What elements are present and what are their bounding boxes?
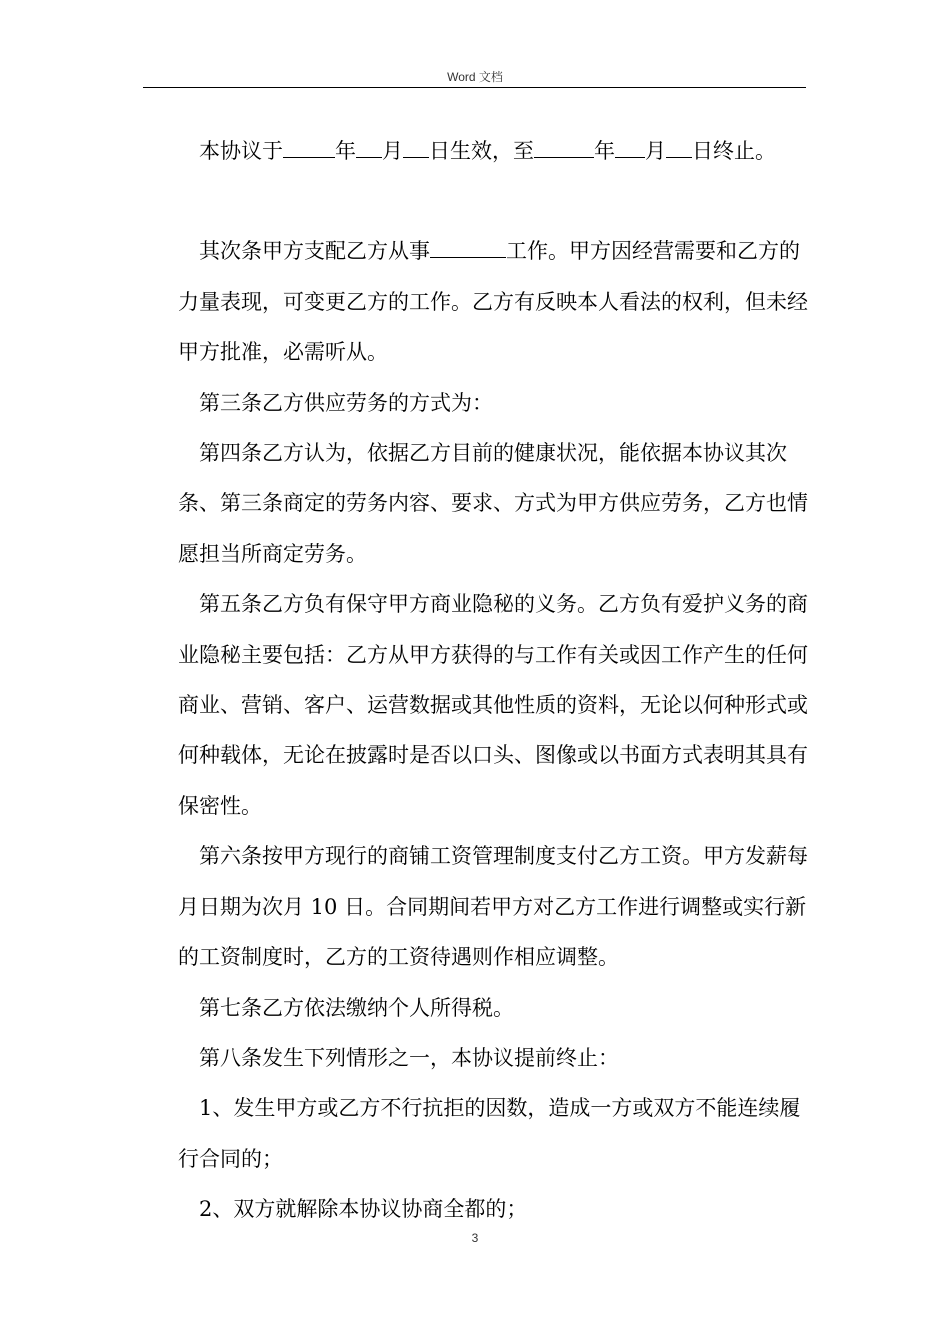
blank-line [666, 139, 692, 158]
paragraph-text: 日终止。 [692, 139, 776, 163]
blank-line [403, 139, 429, 158]
paragraph-text: 日生效，至 [429, 139, 534, 163]
paragraph-article-5: 第五条乙方负有保守甲方商业隐秘的义务。乙方负有爱护义务的商业隐秘主要包括：乙方从甲方获得的与工作有关或因工作产生的任何商业、营销、客户、运营数据或其他性质的资料，无论以何种形式或何种载体，无论在披露时是否以口头、图像或以书面方式表明其具有保密性。 [178, 592, 808, 818]
blank-line [356, 139, 382, 158]
paragraph-item-2: 2、双方就解除本协议协商全都的； [199, 1197, 528, 1222]
page-number: 3 [471, 1231, 479, 1245]
paragraph-text: 月 [382, 139, 403, 163]
paragraph-item-1: 1、发生甲方或乙方不行抗拒的因数，造成一方或双方不能连续履行合同的； [178, 1096, 801, 1171]
blank-line [534, 139, 594, 158]
paragraph-gap [178, 176, 818, 226]
paragraph-article-8: 第八条发生下列情形之一，本协议提前终止： [199, 1045, 619, 1070]
document-body [178, 126, 818, 1235]
header-divider [143, 87, 806, 88]
blank-line [615, 139, 645, 158]
paragraph-article-4: 第四条乙方认为，依据乙方目前的健康状况，能依据本协议其次条、第三条商定的劳务内容、要求、方式为甲方供应劳务，乙方也情愿担当所商定劳务。 [178, 441, 808, 566]
paragraph-text: 本协议于 [199, 139, 283, 163]
paragraph-text: 年 [335, 139, 356, 163]
paragraph-effective-dates [178, 126, 818, 176]
blank-line [430, 239, 506, 258]
paragraph-article-6: 第六条按甲方现行的商铺工资管理制度支付乙方工资。甲方发薪每月日期为次月 10 日。合同期间若甲方对乙方工作进行调整或实行新的工资制度时，乙方的工资待遇则作相应调整。 [178, 844, 808, 970]
blank-line [283, 139, 335, 158]
page-header-label: Word 文档 [447, 70, 503, 84]
paragraph-text: 月 [645, 139, 666, 163]
paragraph-text: 年 [594, 139, 615, 163]
paragraph-article-3: 第三条乙方供应劳务的方式为： [199, 390, 493, 415]
paragraph-article-2 [178, 226, 818, 377]
paragraph-text: 工作。甲方因经营需要和乙方的力量表现，可变更乙方的工作。乙方有反映本人看法的权利，但未经甲方批准，必需听从。 [178, 239, 808, 365]
paragraph-text: 其次条甲方支配乙方从事 [199, 239, 430, 264]
paragraph-article-7: 第七条乙方依法缴纳个人所得税。 [199, 995, 514, 1020]
